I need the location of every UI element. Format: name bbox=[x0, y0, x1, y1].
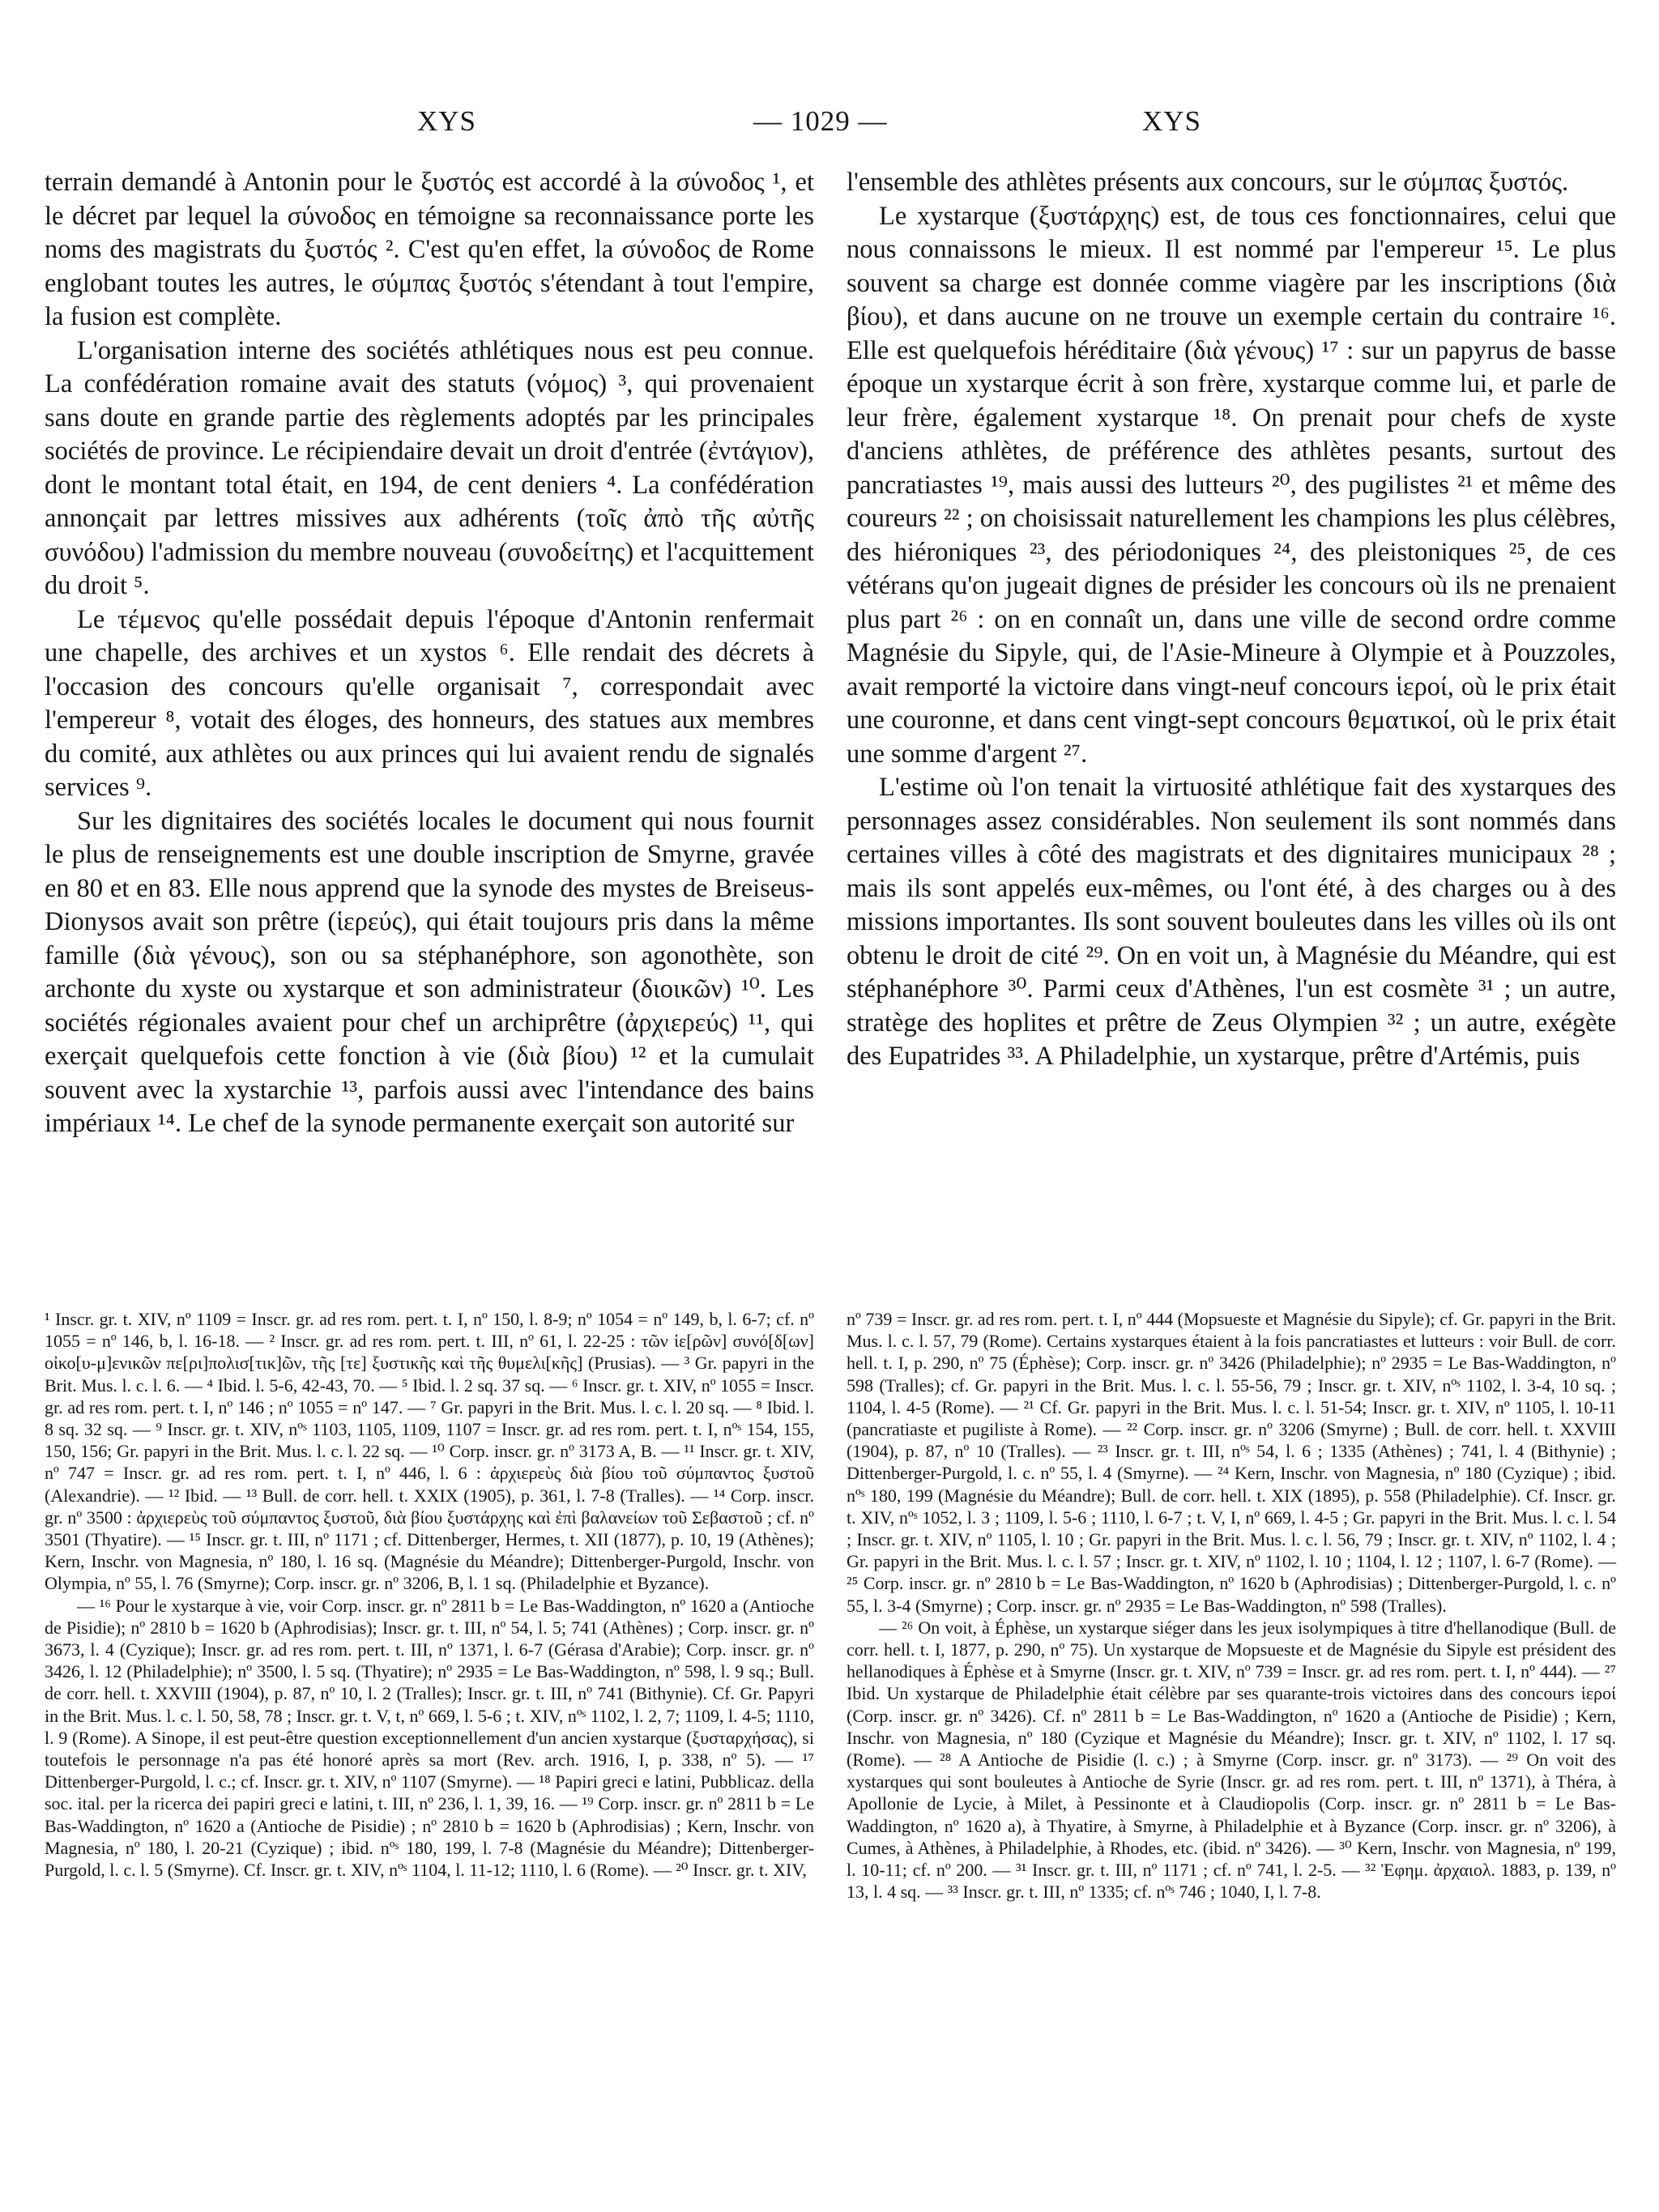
header-right-word: XYS bbox=[1142, 105, 1202, 137]
footnote-block: — ¹⁶ Pour le xystarque à vie, voir Corp. inscr. gr. nº 2811 b = Le Bas-Waddington, nº 1620 a (Antioche de Pisidie); nº 2810 b = 1620 b (Aphrodisias); Inscr. gr. t. III, nº 54, l. 5; 741 (Athènes) ; Corp. inscr. gr. nº 3673, l. 4 (Cyzique); Inscr. gr. ad res rom. pert. t. III, nº 1371, l. 6-7 (Gérasa d'Arabie); Corp. inscr. gr. nº 3426, l. 12 (Philadelphie); nº 3500, l. 5 sq. (Thyatire); nº 2935 = Le Bas-Waddington, nº 598, l. 9 sq.; Bull. de corr. hell. t. XXVIII (1904), p. 87, nº 10, l. 2 (Tralles); Inscr. gr. t. III, nº 741 (Bithynie). Cf. Gr. Papyri in the Brit. Mus. l. c. l. 50, 58, 78 ; Inscr. gr. t. V, t, nº 669, l. 5-6 ; t. XIV, nºˢ 1102, l. 2, 7; 1109, l. 4-5; 1110, l. 9 (Rome). A Sinope, il est peut-être question exceptionnellement d'un ancien xystarque (ξυσταρχήσας), si toutefois le personnage n'a pas été honoré après sa mort (Rev. arch. 1916, I, p. 338, nº 5). — ¹⁷ Dittenberger-Purgold, l. c.; cf. Inscr. gr. t. XIV, nº 1107 (Smyrne). — ¹⁸ Papiri greci e latini, Pubblicaz. della soc. ital. per la ricerca dei papiri greci e latini, t. III, nº 236, l. 1, 39, 16. — ¹⁹ Corp. inscr. gr. nº 2811 b = Le Bas-Waddington, nº 1620 a (Antioche de Pisidie) ; nº 2810 b = 1620 b (Aphrodisias) ; Kern, Inschr. von Magnesia, nº 180, l. 20-21 (Cyzique) ; ibid. nºˢ 180, 199, l. 7-8 (Magnésie du Méandre); Dittenberger-Purgold, l. c. l. 5 (Smyrne). Cf. Inscr. gr. t. XIV, nºˢ 1104, l. 11-12; 1110, l. 6 (Rome). — ²⁰ Inscr. gr. t. XIV, bbox=[45, 1595, 814, 1881]
page-number: — 1029 — bbox=[753, 105, 888, 137]
header-left-word: XYS bbox=[417, 105, 477, 137]
footnote-block: ¹ Inscr. gr. t. XIV, nº 1109 = Inscr. gr. ad res rom. pert. t. I, nº 150, l. 8-9; nº 1054 = nº 149, b, l. 6-7; cf. nº 1055 = nº 146, b, l. 16-18. — ² Inscr. gr. ad res rom. pert. t. III, nº 61, l. 22-25 : τῶν ἱε[ρῶν] συνό[δ[ων] οἰκο[υ-μ]ενικῶν πε[ρι]πολισ[τικ]ῶν, τῆς [τε] ξυστικῆς καὶ τῆς θυμελι[κῆς] (Prusias). — ³ Gr. papyri in the Brit. Mus. l. c. l. 6. — ⁴ Ibid. l. 5-6, 42-43, 70. — ⁵ Ibid. l. 2 sq. 37 sq. — ⁶ Inscr. gr. t. XIV, nº 1055 = Inscr. gr. ad res rom. pert. t. I, nº 146 ; nº 1055 = nº 147. — ⁷ Gr. papyri in the Brit. Mus. l. c. l. 20 sq. — ⁸ Ibid. l. 8 sq. 32 sq. — ⁹ Inscr. gr. t. XIV, nºˢ 1103, 1105, 1109, 1107 = Inscr. gr. ad res rom. pert. t. I, nºˢ 154, 155, 150, 156; Gr. papyri in the Brit. Mus. l. c. l. 22 sq. — ¹⁰ Corp. inscr. gr. nº 3173 A, B. — ¹¹ Inscr. gr. t. XIV, nº 747 = Inscr. gr. ad res rom. pert. t. I, nº 446, l. 6 : ἀρχιερεὺς διὰ βίου τοῦ σύμπαντος ξυστοῦ (Alexandrie). — ¹² Ibid. — ¹³ Bull. de corr. hell. t. XXIX (1905), p. 361, l. 7-8 (Tralles). — ¹⁴ Corp. inscr. gr. nº 3500 : ἀρχιερεὺς τοῦ σύμπαντος ξυστοῦ, διὰ βίου ξυστάρχης καὶ ἐπὶ βαλανείων τοῦ Σεβαστοῦ ; cf. nº 3501 (Thyatire). — ¹⁵ Inscr. gr. t. III, nº 1171 ; cf. Dittenberger, Hermes, t. XII (1877), p. 10, 19 (Athènes); Kern, Inschr. von Magnesia, nº 180, l. 16 sq. (Magnésie du Méandre); Dittenberger-Purgold, Inschr. von Olympia, nº 55, l. 76 (Smyrne); Corp. inscr. gr. nº 3206, B, l. 1 sq. (Philadelphie et Byzance). bbox=[45, 1309, 814, 1594]
footnote-block: — ²⁶ On voit, à Éphèse, un xystarque siéger dans les jeux isolympiques à titre d'hellanodique (Bull. de corr. hell. t. I, 1877, p. 290, nº 75). Un xystarque de Mopsueste et de Magnésie du Sipyle est président des hellanodiques à Éphèse et à Smyrne (Inscr. gr. t. XIV, nº 739 = Inscr. gr. ad res rom. pert. t. I, nº 444). — ²⁷ Ibid. Un xystarque de Philadelphie était célèbre par ses quarante-trois victoires dans des concours ἱεροί (Corp. inscr. gr. nº 3426). Cf. nº 2811 b = Le Bas-Waddington, nº 1620 a (Antioche de Pisidie) ; Kern, Inschr. von Magnesia, nº 180 (Cyzique et Magnésie du Méandre); Inscr. gr. t. XIV, nº 1102, l. 17 sq. (Rome). — ²⁸ A Antioche de Pisidie (l. c.) ; à Smyrne (Corp. inscr. gr. nº 3173). — ²⁹ On voit des xystarques qui sont bouleutes à Antioche de Syrie (Inscr. gr. ad res rom. pert. t. III, nº 1371), à Théra, à Apollonie de Lycie, à Milet, à Pessinonte et à Claudiopolis (Corp. inscr. gr. nº 2811 b = Le Bas-Waddington, nº 1620 a), à Thyatire, à Smyrne, à Philadelphie et à Byzance (Corp. inscr. gr. nº 3206), à Cumes, à Athènes, à Philadelphie, à Rhodes, etc. (ibid. nº 3426). — ³⁰ Kern, Inschr. von Magnesia, nº 199, l. 10-11; cf. nº 200. — ³¹ Inscr. gr. t. III, nº 1171 ; cf. nº 741, l. 2-5. — ³² Ἐφημ. ἀρχαιολ. 1883, p. 139, nº 13, l. 4 sq. — ³³ Inscr. gr. t. III, nº 1335; cf. nºˢ 746 ; 1040, I, l. 7-8. bbox=[847, 1617, 1616, 1903]
paragraph: l'ensemble des athlètes présents aux concours, sur le σύμπας ξυστός. bbox=[847, 168, 1569, 197]
paragraph: L'estime où l'on tenait la virtuosité athlétique fait des xystarques des personnages assez considérables. Non seulement ils sont nommés dans certaines villes à côté des magistrats et des dignitaires municipaux ²⁸ ; mais ils sont appelés eux-mêmes, ou l'ont été, à des charges ou à des missions importantes. Ils sont souvent bouleutes dans les villes où ils ont obtenu le droit de cité ²⁹. On en voit un, à Magnésie du Méandre, qui est stéphanéphore ³⁰. Parmi ceux d'Athènes, l'un est cosmète ³¹ ; un autre, stratège des hoplites et prêtre de Zeus Olympien ³² ; un autre, exégète des Eupatrides ³³. A Philadelphie, un xystarque, prêtre d'Artémis, puis bbox=[847, 773, 1616, 1071]
paragraph: terrain demandé à Antonin pour le ξυστός est accordé à la σύνοδος ¹, et le décret par lequel la σύνοδος en témoigne sa reconnaissance porte les noms des magistrats du ξυστός ². C'est qu'en effet, la σύνοδος de Rome englobant toutes les autres, le σύμπας ξυστός s'étendant à tout l'empire, la fusion est complète. bbox=[45, 168, 814, 331]
paragraph: Le τέμενος qu'elle possédait depuis l'époque d'Antonin renfermait une chapelle, des archives et un xystos ⁶. Elle rendait des décrets à l'occasion des concours qu'elle organisait ⁷, correspondait avec l'empereur ⁸, votait des éloges, des honneurs, des statues aux membres du comité, aux athlètes ou aux princes qui lui avaient rendu de signalés services ⁹. bbox=[45, 604, 814, 802]
left-footnotes bbox=[45, 1308, 814, 1881]
left-text-column bbox=[45, 166, 814, 1141]
running-header bbox=[0, 105, 1659, 154]
right-footnotes bbox=[847, 1308, 1616, 1903]
paragraph: L'organisation interne des sociétés athlétiques nous est peu connue. La confédération romaine avait des statuts (νόμος) ³, qui provenaient sans doute en grande partie des règlements adoptés par les principales sociétés de province. Le récipiendaire devait un droit d'entrée (ἐντάγιον), dont le montant total était, en 194, de cent deniers ⁴. La confédération annonçait par lettres missives aux adhérents (τοῖς ἀπὸ τῆς αὐτῆς συνόδου) l'admission du membre nouveau (συνοδείτης) et l'acquittement du droit ⁵. bbox=[45, 335, 814, 600]
paragraph: Sur les dignitaires des sociétés locales le document qui nous fournit le plus de renseignements est une double inscription de Smyrne, gravée en 80 et en 83. Elle nous apprend que la synode des mystes de Breiseus-Dionysos avait son prêtre (ἱερεύς), qui était toujours pris dans la même famille (διὰ γένους), son ou sa stéphanéphore, son agonothète, son archonte du xyste ou xystarque et son administrateur (διοικῶν) ¹⁰. Les sociétés régionales avaient pour chef un archiprêtre (ἀρχιερεύς) ¹¹, qui exerçait quelquefois cette fonction à vie (διὰ βίου) ¹² et la cumulait souvent avec la xystarchie ¹³, parfois aussi avec l'intendance des bains impériaux ¹⁴. Le chef de la synode permanente exerçait son autorité sur bbox=[45, 806, 814, 1138]
right-text-column bbox=[847, 166, 1616, 1074]
paragraph: Le xystarque (ξυστάρχης) est, de tous ces fonctionnaires, celui que nous connaissons le mieux. Il est nommé par l'empereur ¹⁵. Le plus souvent sa charge est donnée comme viagère par les inscriptions (διὰ βίου), et dans aucune on ne trouve un exemple certain du contraire ¹⁶. Elle est quelquefois héréditaire (διὰ γένους) ¹⁷ : sur un papyrus de basse époque un xystarque écrit à son frère, xystarque comme lui, et parle de leur frère, également xystarque ¹⁸. On prenait pour chefs de xyste d'anciens athlètes, de préférence des athlètes pesants, surtout des pancratiastes ¹⁹, mais aussi des lutteurs ²⁰, des pugilistes ²¹ et même des coureurs ²² ; on choisissait naturellement les champions les plus célèbres, des hiéroniques ²³, des périodoniques ²⁴, des pleistoniques ²⁵, de ces vétérans qu'on jugeait dignes de présider les concours où ils ne prenaient plus part ²⁶ : on en connaît un, dans une ville de second ordre comme Magnésie du Sipyle, qui, de l'Asie-Mineure à Olympie et à Pouzzoles, avait remporté la victoire dans vingt-neuf concours ἱεροί, où le prix était une couronne, et dans cent vingt-sept concours θεματικοί, où le prix était une somme d'argent ²⁷. bbox=[847, 201, 1617, 769]
footnote-block: nº 739 = Inscr. gr. ad res rom. pert. t. I, nº 444 (Mopsueste et Magnésie du Sipyle); cf. Gr. papyri in the Brit. Mus. l. c. l. 57, 79 (Rome). Certains xystarques étaient à la fois pancratiastes et lutteurs : voir Bull. de corr. hell. t. I, p. 290, nº 75 (Éphèse); Corp. inscr. gr. nº 3426 (Philadelphie); nº 2935 = Le Bas-Waddington, nº 598 (Tralles); cf. Gr. papyri in the Brit. Mus. l. c. l. 55-56, 79 ; Inscr. gr. t. XIV, nºˢ 1102, l. 3-4, 10 sq. ; 1104, l. 4-5 (Rome). — ²¹ Cf. Gr. papyri in the Brit. Mus. l. c. l. 51-54; Inscr. gr. t. XIV, nº 1105, l. 10-11 (pancratiaste et pugiliste à Rome). — ²² Corp. inscr. gr. nº 3206 (Smyrne) ; Bull. de corr. hell. t. XXVIII (1904), p. 87, nº 10 (Tralles). — ²³ Inscr. gr. t. III, nºˢ 54, l. 6 ; 1335 (Athènes) ; 741, l. 4 (Bithynie) ; Dittenberger-Purgold, l. c. nº 55, l. 4 (Smyrne). — ²⁴ Kern, Inschr. von Magnesia, nº 180 (Cyzique) ; ibid. nºˢ 180, 199 (Magnésie du Méandre); Bull. de corr. hell. t. XIX (1895), p. 558 (Philadelphie). Cf. Inscr. gr. t. XIV, nºˢ 1052, l. 3 ; 1109, l. 5-6 ; 1110, l. 6-7 ; t. V, I, nº 669, l. 4-5 ; Gr. papyri in the Brit. Mus. l. c. l. 54 ; Inscr. gr. t. XIV, nº 1105, l. 10 ; Gr. papyri in the Brit. Mus. l. c. l. 56, 79 ; Inscr. gr. t. XIV, nº 1102, l. 4 ; Gr. papyri in the Brit. Mus. l. c. l. 57 ; Inscr. gr. t. XIV, nº 1102, l. 10 ; 1104, l. 12 ; 1107, l. 6-7 (Rome). — ²⁵ Corp. inscr. gr. nº 2810 b = Le Bas-Waddington, nº 1620 b (Aphrodisias) ; Dittenberger-Purgold, l. c. nº 55, l. 3-4 (Smyrne) ; Corp. inscr. gr. nº 2935 = Le Bas-Waddington, nº 598 (Tralles). bbox=[847, 1309, 1616, 1616]
